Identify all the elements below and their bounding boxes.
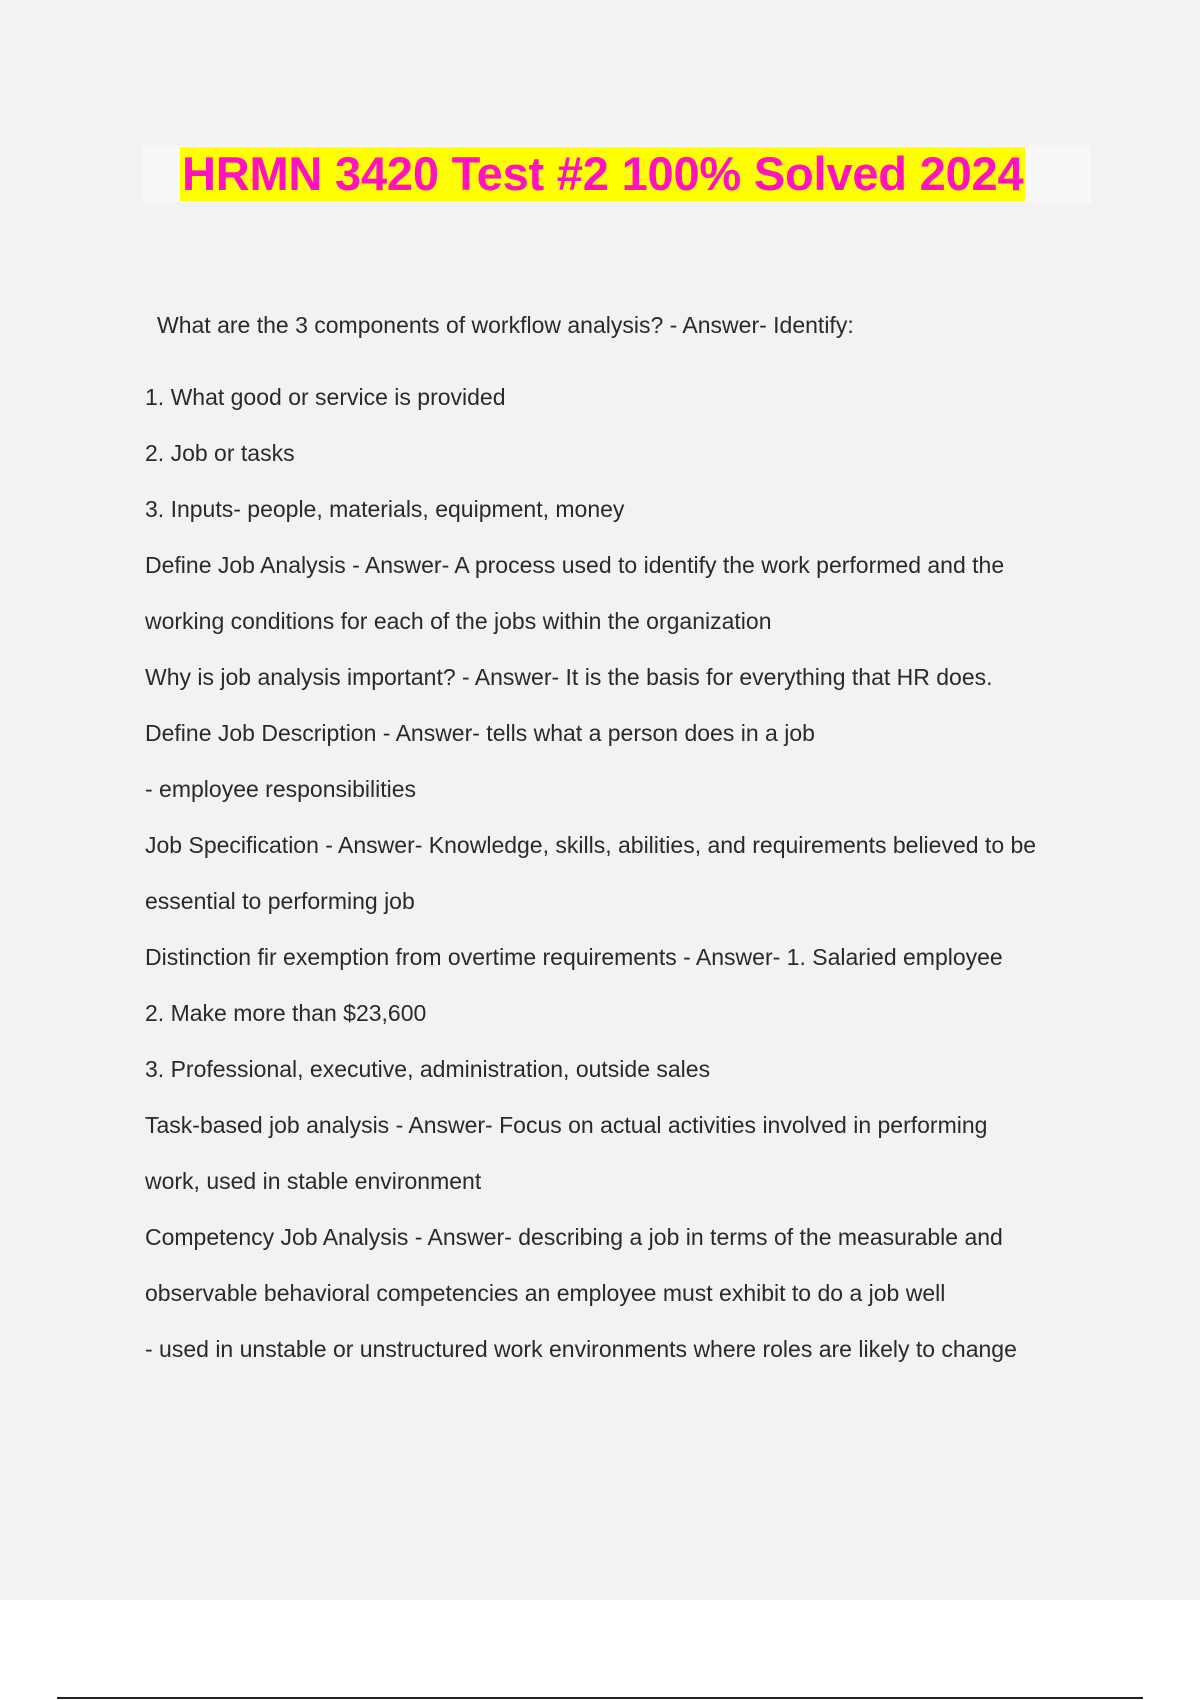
- question-job-description: Define Job Description - Answer- tells what a person does in a job: [145, 720, 815, 746]
- answer-line-professional-roles: 3. Professional, executive, administration, outside sales: [145, 1056, 711, 1082]
- footer-divider: [57, 1697, 1143, 1699]
- question-competency-analysis: Competency Job Analysis - Answer- describing a job in terms of the measurable and: [145, 1224, 1003, 1250]
- question-define-job-analysis: Define Job Analysis - Answer- A process used to identify the work performed and the: [145, 552, 1005, 578]
- answer-line-behavioral-competencies: observable behavioral competencies an employee must exhibit to do a job well: [145, 1280, 946, 1306]
- qa-content: [145, 297, 1105, 1377]
- answer-line-job-tasks: 2. Job or tasks: [145, 440, 295, 466]
- question-workflow-components: What are the 3 components of workflow analysis? - Answer- Identify:: [157, 312, 854, 338]
- question-task-based-analysis: Task-based job analysis - Answer- Focus on actual activities involved in performing: [145, 1112, 988, 1138]
- answer-line-essential-job: essential to performing job: [145, 888, 415, 914]
- question-overtime-exemption: Distinction fir exemption from overtime requirements - Answer- 1. Salaried employee: [145, 944, 1003, 970]
- answer-line-responsibilities: - employee responsibilities: [145, 776, 417, 802]
- question-why-job-analysis: Why is job analysis important? - Answer- It is the basis for everything that HR does.: [145, 664, 993, 690]
- answer-line-goods-services: 1. What good or service is provided: [145, 384, 506, 410]
- question-job-specification: Job Specification - Answer- Knowledge, skills, abilities, and requirements believed to be: [145, 832, 1037, 858]
- answer-line-working-conditions: working conditions for each of the jobs within the organization: [145, 608, 772, 634]
- document-title: HRMN 3420 Test #2 100% Solved 2024: [182, 147, 1024, 200]
- answer-line-salary-threshold: 2. Make more than $23,600: [145, 1000, 427, 1026]
- answer-line-stable-environment: work, used in stable environment: [145, 1168, 482, 1194]
- answer-line-unstable-environments: - used in unstable or unstructured work environments where roles are likely to change: [145, 1336, 1017, 1362]
- answer-line-inputs: 3. Inputs- people, materials, equipment, money: [145, 496, 625, 522]
